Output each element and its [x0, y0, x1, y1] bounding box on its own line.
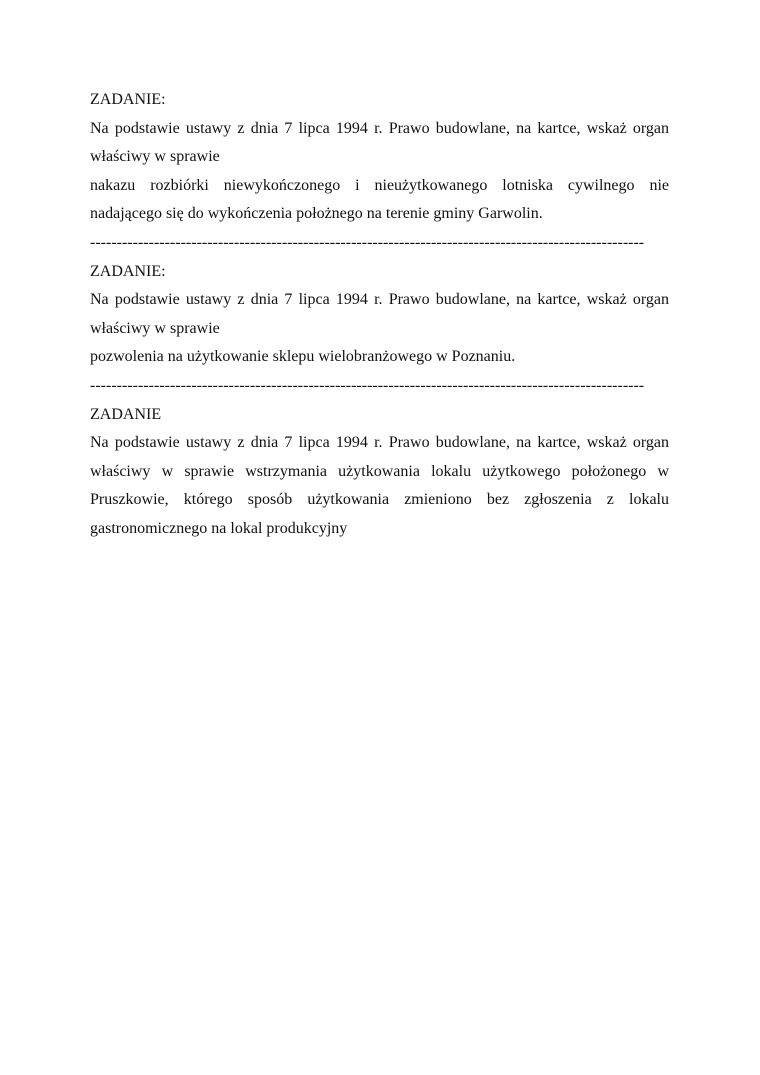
- task-1-intro-line-1: Na podstawie ustawy z dnia 7 lipca 1994 r. Prawo budowlane, na kartce, wskaż organ: [90, 119, 669, 137]
- task-1-body-line-1: nakazu rozbiórki niewykończonego i nieużytkowanego lotniska cywilnego nie: [90, 176, 669, 194]
- task-1-intro-line-2: właściwy w sprawie: [90, 148, 220, 166]
- separator-2: --------------------------------------------------------------------------------------------------------: [90, 376, 645, 394]
- task-1-body-line-2: nadającego się do wykończenia położnego na terenie gminy Garwolin.: [90, 205, 543, 223]
- separator-1: --------------------------------------------------------------------------------------------------------: [90, 233, 645, 251]
- task-3-line-4: gastronomicznego na lokal produkcyjny: [90, 519, 348, 537]
- task-2-body-line-1: pozwolenia na użytkowanie sklepu wielobranżowego w Poznaniu.: [90, 348, 516, 366]
- task-3-heading: ZADANIE: [90, 405, 162, 423]
- task-3-line-1: Na podstawie ustawy z dnia 7 lipca 1994 r. Prawo budowlane, na kartce, wskaż organ: [90, 434, 669, 452]
- task-1-heading: ZADANIE:: [90, 91, 166, 108]
- task-2-heading: ZADANIE:: [90, 262, 166, 280]
- task-3-line-2: właściwy w sprawie wstrzymania użytkowania lokalu użytkowego położonego w: [90, 462, 669, 480]
- document-page: [90, 86, 669, 544]
- task-3-line-3: Pruszkowie, którego sposób użytkowania zmieniono bez zgłoszenia z lokalu: [90, 491, 669, 509]
- task-2-intro-line-1: Na podstawie ustawy z dnia 7 lipca 1994 r. Prawo budowlane, na kartce, wskaż organ: [90, 291, 669, 309]
- task-2-intro-line-2: właściwy w sprawie: [90, 319, 220, 337]
